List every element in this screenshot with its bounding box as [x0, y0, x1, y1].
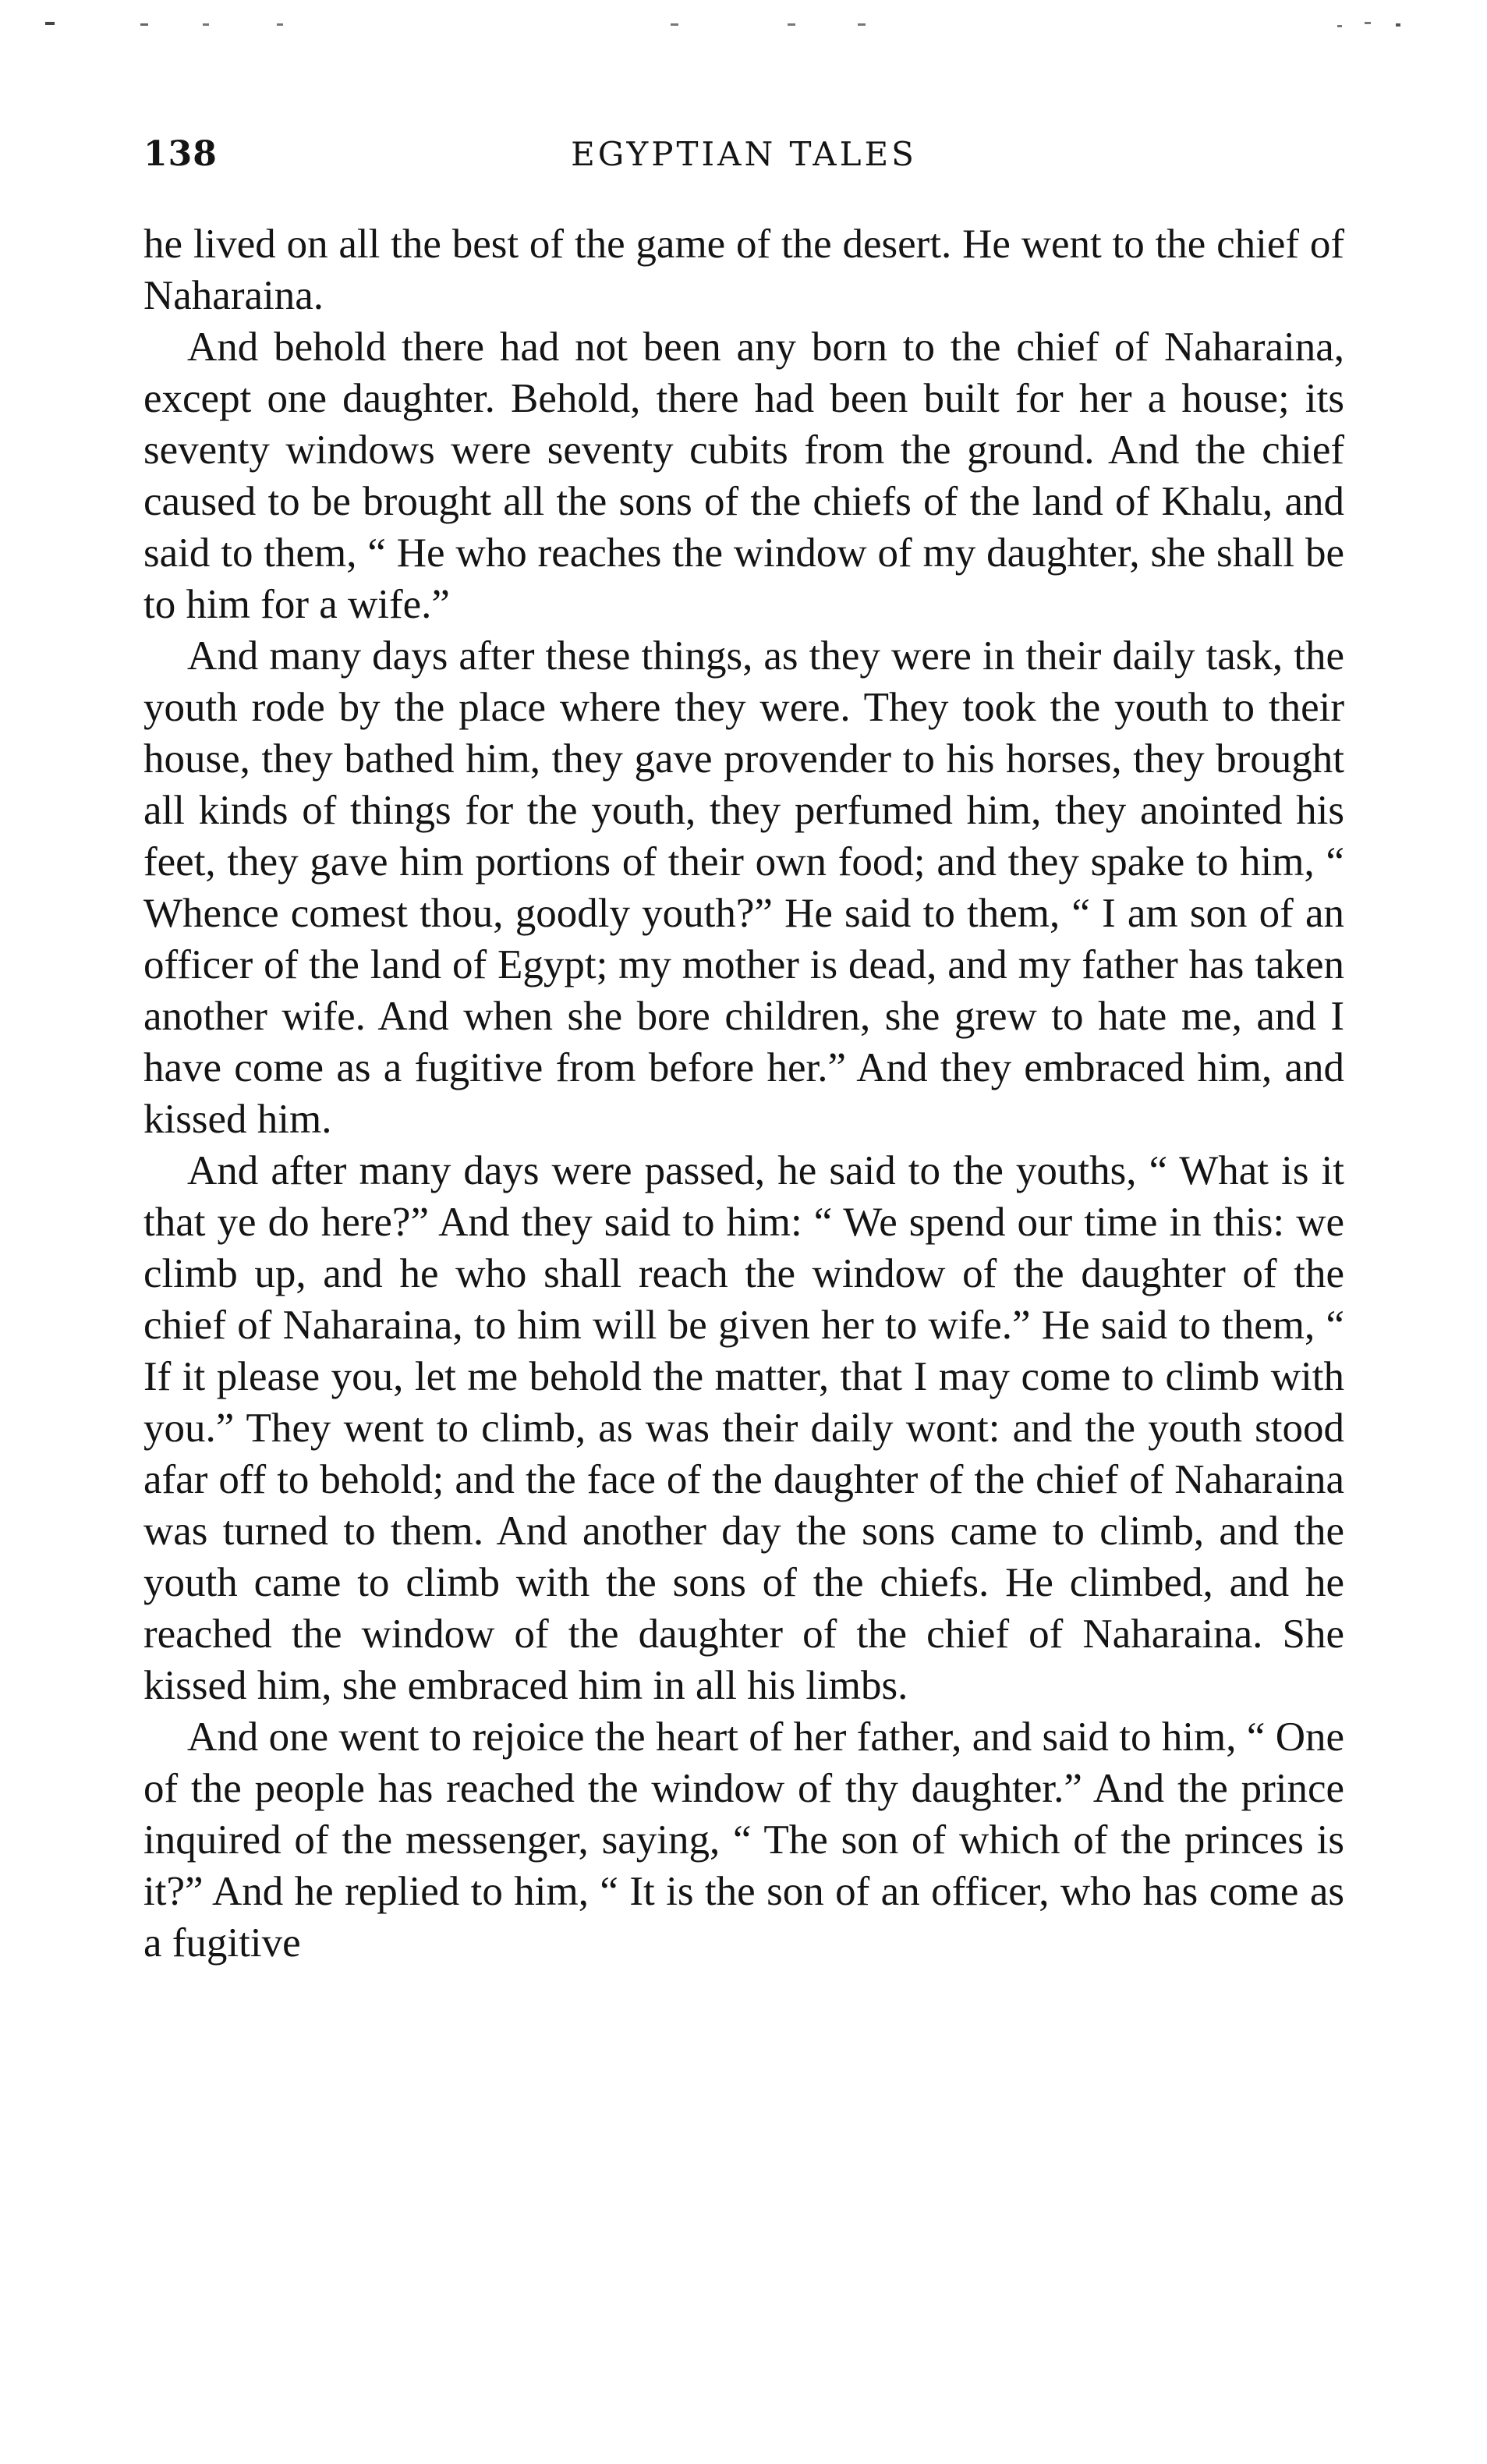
page-header — [143, 117, 1344, 195]
speck — [203, 23, 209, 26]
scan-specks — [0, 0, 1487, 47]
page-number: 138 — [143, 134, 218, 174]
body-text — [143, 218, 1344, 1969]
running-title: EGYPTIAN TALES — [571, 135, 917, 173]
speck — [140, 23, 148, 26]
paragraph: And behold there had not been any born to the chief of Naharaina, except one daughter. Behold, there had been built for her a house; its seventy windows were seventy cubits from the ground. And the chief caused to be brought all the sons of the chiefs of the land of Khalu, and said to them, “ He who reaches the window of my daughter, she shall be to him for a wife.” — [143, 324, 1344, 627]
speck — [45, 22, 55, 25]
paragraph: And one went to rejoice the heart of her father, and said to him, “ One of the people has reached the window of thy daughter.” And the prince inquired of the messenger, saying, “ The son of which of the princes is it?” And he replied to him, “ It is the son of an officer, who has come as a fugitive — [143, 1714, 1344, 1966]
speck — [277, 23, 283, 26]
speck — [671, 23, 678, 26]
speck — [788, 23, 795, 26]
speck — [1365, 22, 1371, 24]
paragraph: And after many days were passed, he said to the youths, “ What is it that ye do here?” And they said to him: “ We spend our time in this: we climb up, and he who shall reach the window of the daughter of the chief of Naharaina, to him will be given her to wife.” He said to them, “ If it please you, let me behold the matter, that I may come to climb with you.” They went to climb, as was their daily wont: and the youth stood afar off to behold; and the face of the daughter of the chief of Naharaina was turned to them. And another day the sons came to climb, and the youth came to climb with the sons of the chiefs. He climbed, and he reached the window of the daughter of the chief of Naharaina. She kissed him, she embraced him in all his limbs. — [143, 1148, 1344, 1708]
paragraph: And many days after these things, as they were in their daily task, the youth rode by the place where they were. They took the youth to their house, they bathed him, they gave provender to his horses, they brought all kinds of things for the youth, they perfumed him, they anointed his feet, they gave him portions of their own food; and they spake to him, “ Whence comest thou, goodly youth?” He said to them, “ I am son of an officer of the land of Egypt; my mother is dead, and my father has taken another wife. And when she bore children, she grew to hate me, and I have come as a fugitive from before her.” And they embraced him, and kissed him. — [143, 633, 1344, 1142]
speck — [1396, 23, 1400, 27]
speck — [858, 23, 866, 26]
paragraph: he lived on all the best of the game of the desert. He went to the chief of Naharaina. — [143, 222, 1344, 318]
speck — [1337, 25, 1342, 27]
